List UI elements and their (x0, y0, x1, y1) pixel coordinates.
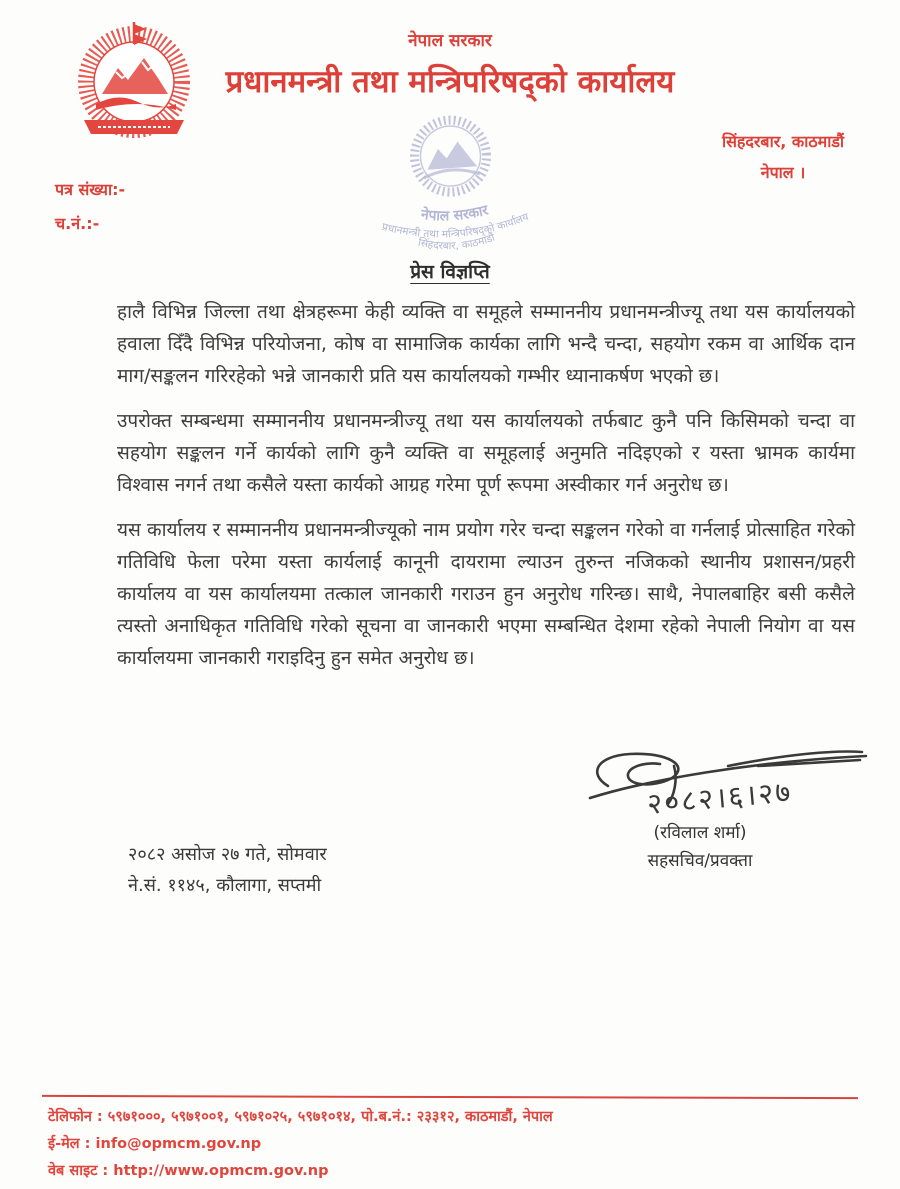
office-title: प्रधानमन्त्री तथा मन्त्रिपरिषद्को कार्यालय (225, 64, 675, 100)
stamp-text-office: प्रधानमन्त्री तथा मन्त्रिपरिषद्को कार्यालय (380, 210, 531, 241)
signer-name: (रविलाल शर्मा) (653, 823, 747, 843)
address-line-1: सिंहदरबार, काठमाडौं (721, 132, 845, 151)
office-address (676, 134, 890, 182)
official-stamp (333, 104, 574, 280)
footer-website-value: http://www.opmcm.gov.np (113, 1163, 329, 1179)
date-line-nepal-sambat: ने.सं. ११४५, कौलागा, सप्तमी (128, 875, 322, 896)
date-line-bs: २०८२ असोज २७ गते, सोमवार (128, 844, 327, 865)
paragraph-1: हालै विभिन्न जिल्ला तथा क्षेत्रहरूमा केही व्यक्ति वा समूहले सम्माननीय प्रधानमन्त्रीज्यू तथा यस कार्यालयको हवाला दिँदै विभिन्न परियोजना, कोष वा सामाजिक कार्यका लागि भन्दै चन्दा, सहयोग रकम वा आर्थिक दान माग/सङ्कलन गरिरहेको भन्ने जानकारी प्रति यस कार्यालयको गम्भीर ध्यानाकर्षण भएको छ। (117, 301, 855, 387)
svg-text:नेपाल सरकार (418, 201, 492, 227)
footer-email-value: info@opmcm.gov.np (95, 1136, 262, 1152)
footer-divider (42, 1095, 858, 1099)
stamp-text-government: नेपाल सरकार (420, 202, 490, 225)
footer-email-label: ई-मेल : (48, 1136, 96, 1152)
signer-designation: सहसचिव/प्रवक्ता (647, 851, 753, 871)
letter-number-label: पत्र संख्या:- (55, 180, 126, 199)
stamp-text-address: सिंहदरबार, काठमाडौं (417, 231, 497, 253)
paragraph-3: यस कार्यालय र सम्माननीय प्रधानमन्त्रीज्यूको नाम प्रयोग गरेर चन्दा सङ्कलन गरेको वा गर्नलाई प्रोत्साहित गरेको गतिविधि फेला परेमा यस्ता कार्यलाई कानूनी दायरामा ल्याउन तुरुन्त नजिकको स्थानीय प्रशासन/प्रहरी कार्यालय वा यस कार्यालयमा तत्काल जानकारी गराउन हुन अनुरोध गरिन्छ। साथै, नेपालबाहिर बसी कसैले त्यस्तो अनाधिकृत गतिविधि गरेको सूचना वा जानकारी भएमा सम्बन्धित देशमा रहेको नेपाली नियोग वा यस कार्यालयमा जानकारी गराइदिनु हुन समेत अनुरोध छ। (117, 519, 855, 669)
paragraph-2: उपरोक्त सम्बन्धमा सम्माननीय प्रधानमन्त्रीज्यू तथा यस कार्यालयको तर्फबाट कुनै पनि किसिमको चन्दा वा सहयोग सङ्कलन गर्ने कार्यको लागि कुनै व्यक्ति वा समूहलाई अनुमति नदिइएको र यस्ता भ्रामक कार्यमा विश्वास नगर्न तथा कसैले यस्ता कार्यको आग्रह गरेमा पूर्ण रूपमा अस्वीकार गर्न अनुरोध छ। (117, 410, 855, 496)
footer-website-line (48, 1160, 329, 1180)
footer-website-label: वेब साइट : (48, 1163, 114, 1179)
address-line-2: नेपाल । (760, 162, 806, 182)
handwritten-date: २०८२।६।२७ (645, 774, 794, 821)
government-name: नेपाल सरकार (408, 31, 492, 51)
dispatch-number-label: च.नं.:- (55, 214, 100, 233)
press-release-heading: प्रेस विज्ञप्ति (410, 261, 490, 283)
letter-body (117, 296, 855, 687)
official-stamp-icon (333, 104, 574, 280)
footer-email-line (48, 1133, 261, 1153)
footer-telephone: टेलिफोन : ५९७१०००, ५९७१००१, ५९७१०२५, ५९७१०१४, पो.ब.नं.: २३३१२, काठमाडौं, नेपाल (48, 1109, 553, 1125)
signature-icon (578, 740, 878, 830)
